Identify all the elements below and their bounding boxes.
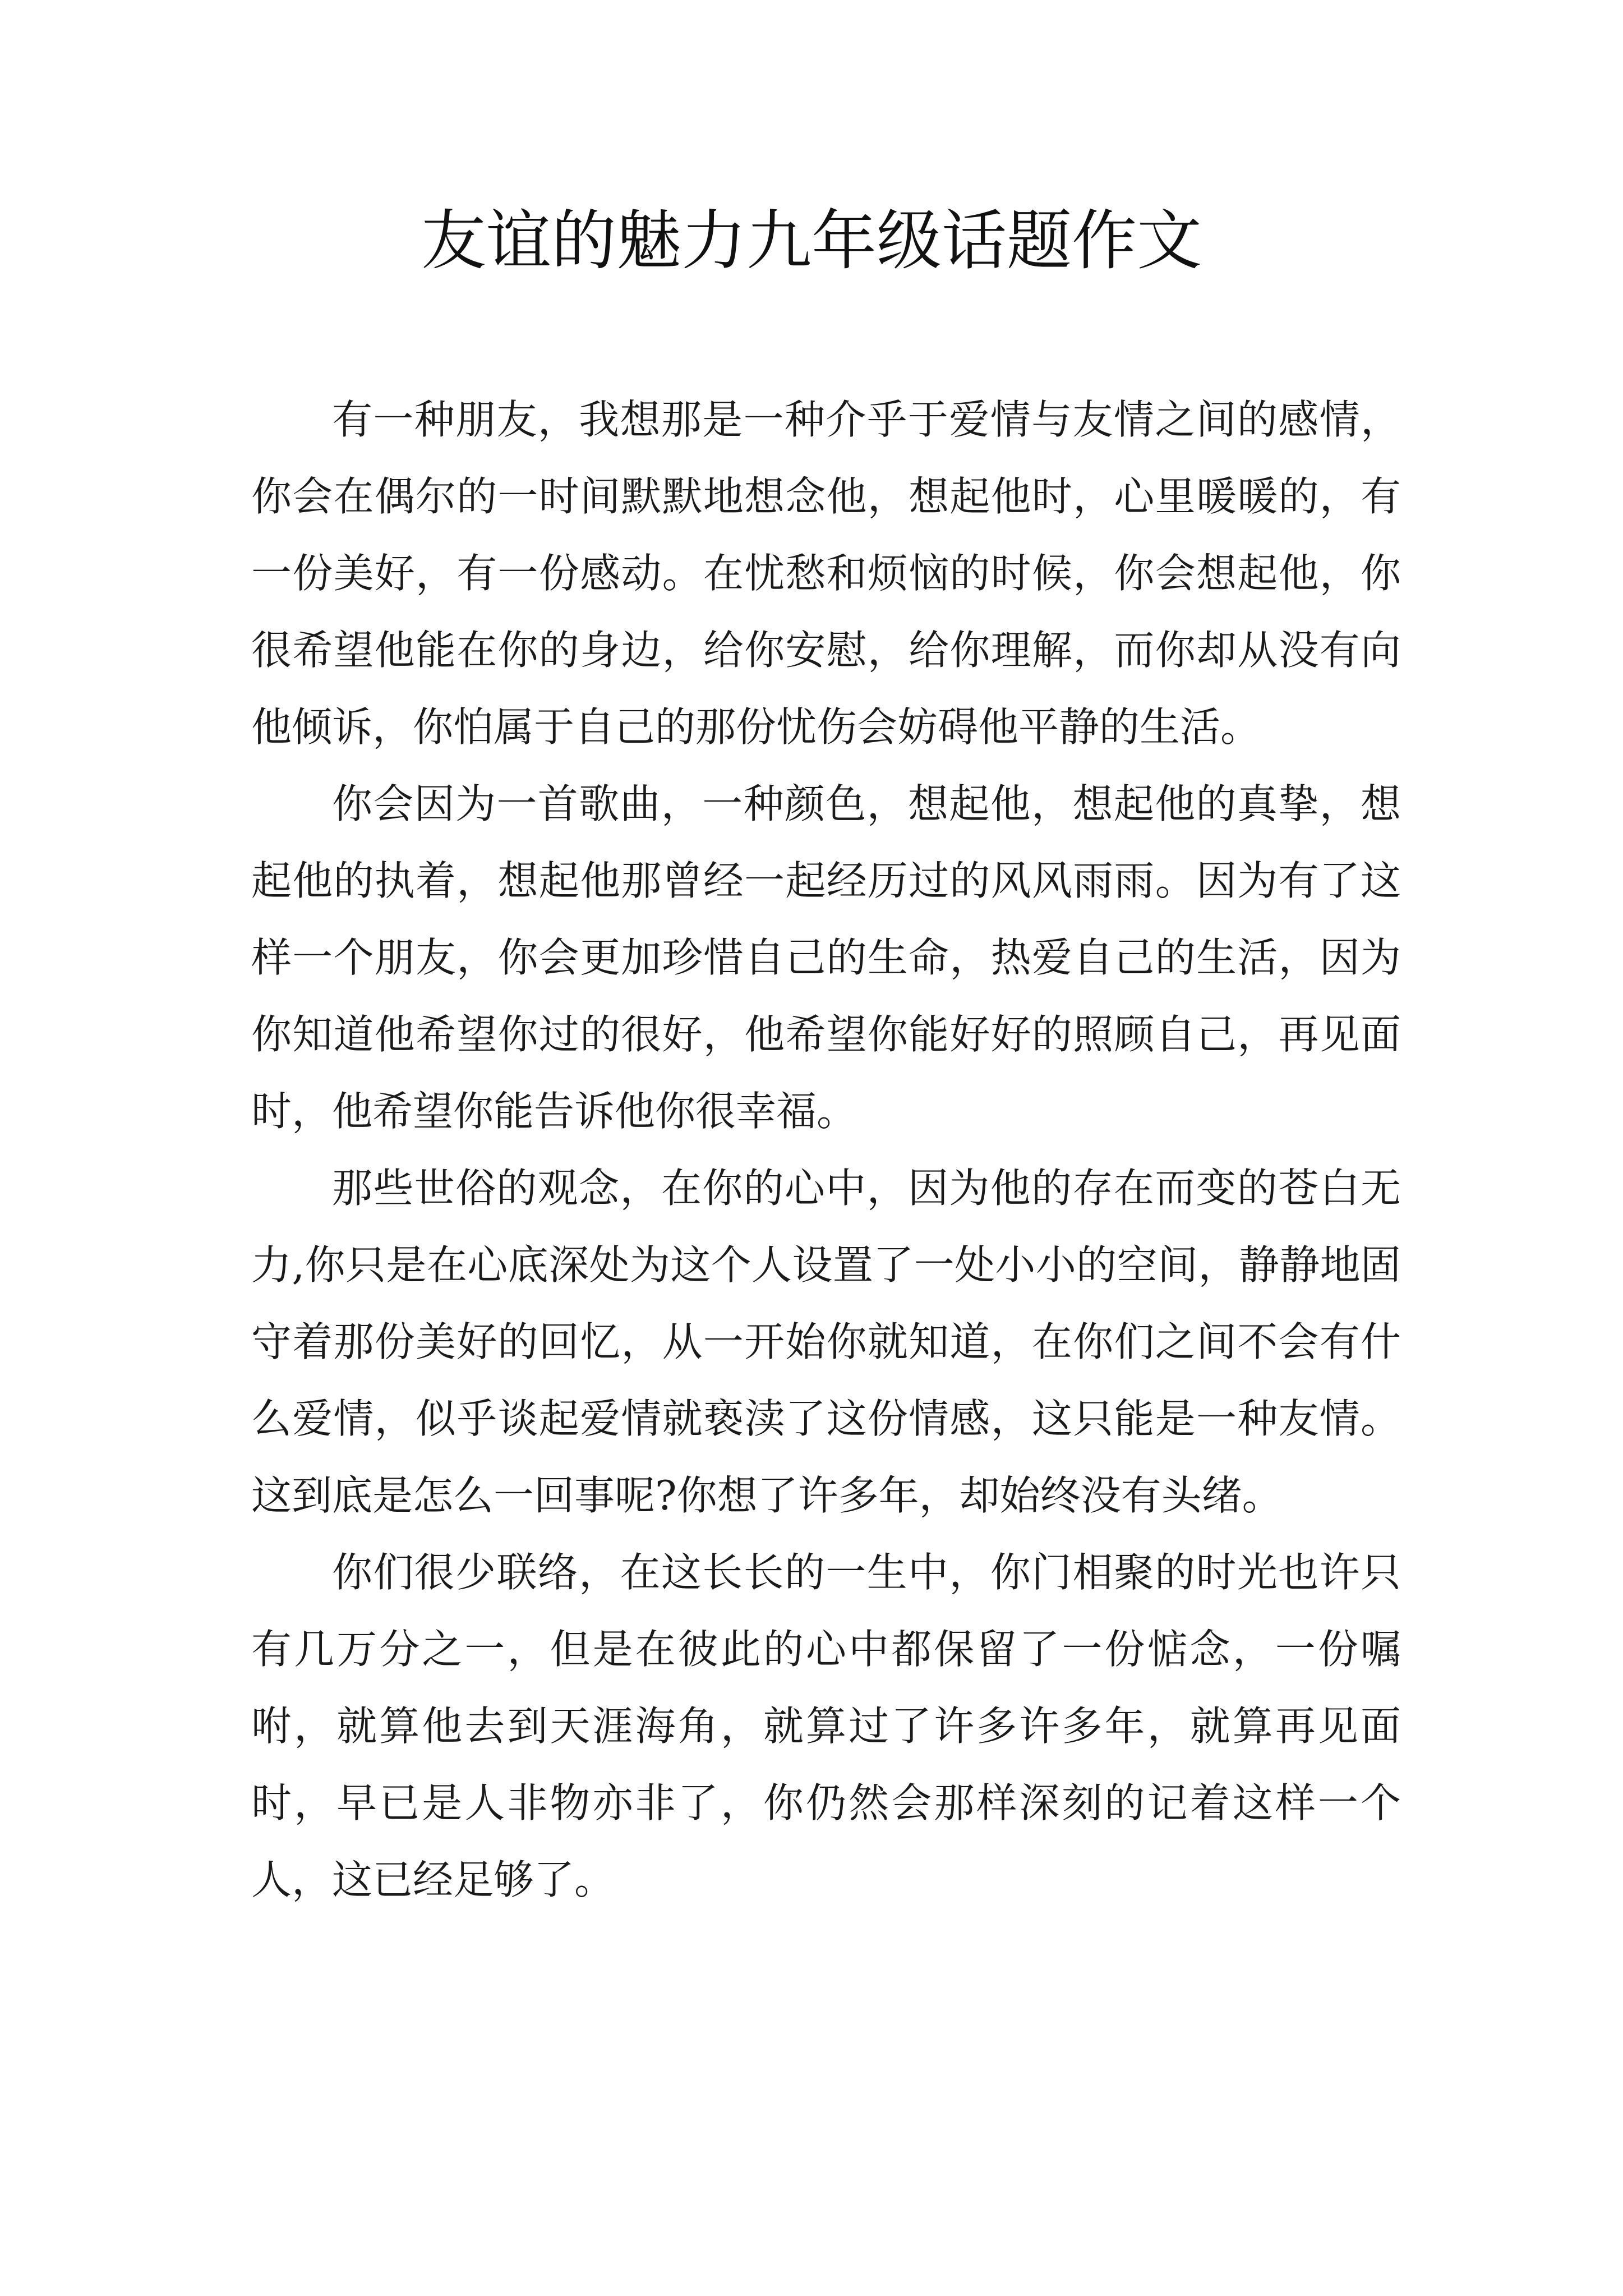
document-body (251, 381, 1401, 1918)
paragraph-1: 有一种朋友，我想那是一种介乎于爱情与友情之间的感情，你会在偶尔的一时间默默地想念他，想起他时，心里暖暖的，有一份美好，有一份感动。在忧愁和烦恼的时候，你会想起他，你很希望他能在你的身边，给你安慰，给你理解，而你却从没有向他倾诉，你怕属于自己的那份忧伤会妨碍他平静的生活。 (251, 396, 1401, 751)
paragraph-4: 你们很少联络，在这长长的一生中，你门相聚的时光也许只有几万分之一，但是在彼此的心中都保留了一份惦念，一份嘱咐，就算他去到天涯海角，就算过了许多许多年，就算再见面时，早已是人非物亦非了，你仍然会那样深刻的记着这样一个人，这已经足够了。 (251, 1549, 1401, 1903)
document-title: 友谊的魅力九年级话题作文 (421, 203, 1202, 279)
paragraph-3: 那些世俗的观念，在你的心中，因为他的存在而变的苍白无力,你只是在心底深处为这个人设置了一处小小的空间，静静地固守着那份美好的回忆，从一开始你就知道，在你们之间不会有什么爱情，似乎谈起爱情就亵渎了这份情感，这只能是一种友情。这到底是怎么一回事呢?你想了许多年，却始终没有头绪。 (251, 1165, 1401, 1519)
paragraph-2: 你会因为一首歌曲，一种颜色，想起他，想起他的真挚，想起他的执着，想起他那曾经一起经历过的风风雨雨。因为有了这样一个朋友，你会更加珍惜自己的生命，热爱自己的生活，因为你知道他希望你过的很好，他希望你能好好的照顾自己，再见面时，他希望你能告诉他你很幸福。 (251, 780, 1401, 1135)
